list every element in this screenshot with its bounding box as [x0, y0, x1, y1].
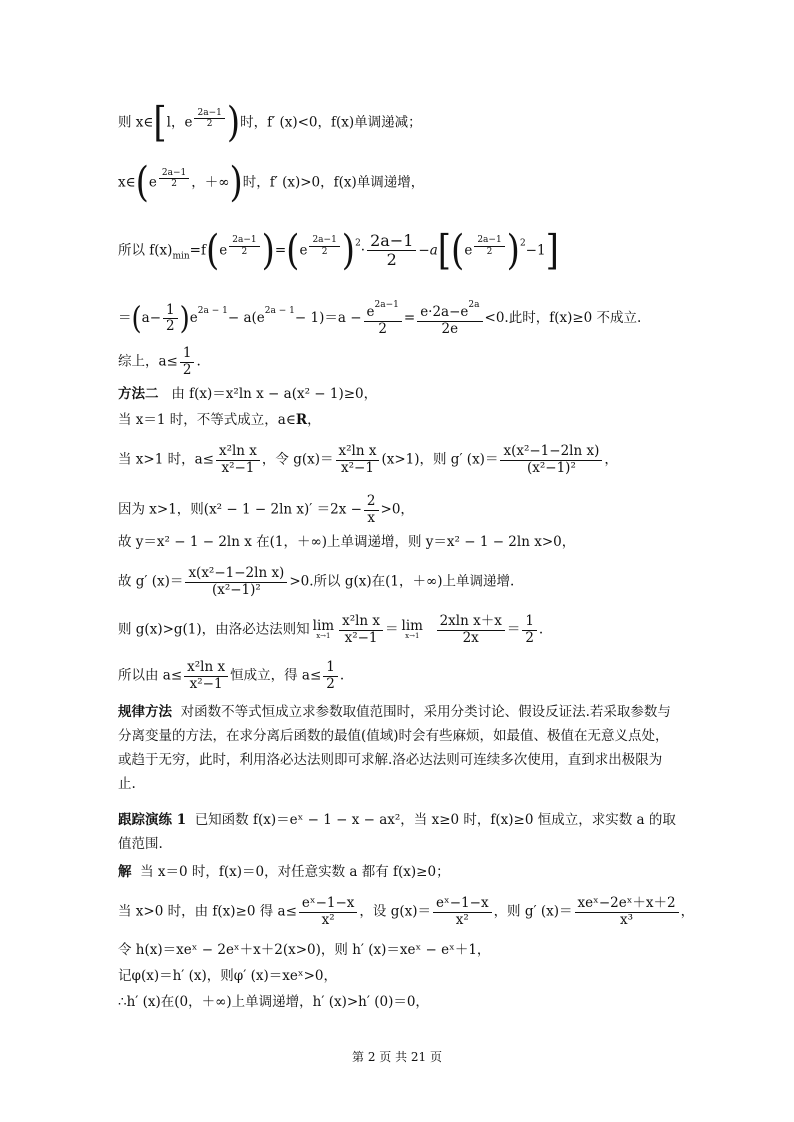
fraction	[323, 660, 338, 692]
num: 2a−1	[159, 168, 189, 179]
bracket: )	[506, 226, 520, 275]
num: 2a−1	[229, 235, 259, 246]
text: e	[219, 242, 228, 259]
fraction	[437, 614, 505, 646]
bracket: )	[229, 159, 243, 207]
num: 2a−1	[194, 108, 224, 119]
den: 2	[171, 178, 177, 189]
exercise-paragraph	[118, 808, 678, 856]
fraction	[185, 566, 287, 598]
den: x²	[455, 911, 469, 928]
num: eˣ−1−x	[299, 896, 358, 913]
line-7	[118, 410, 321, 430]
text: =	[403, 310, 416, 327]
text: ，令 g(x)＝	[261, 451, 334, 468]
text: e	[299, 242, 308, 259]
exponent	[229, 235, 259, 257]
den: x²−1	[344, 629, 378, 646]
fraction	[336, 444, 380, 476]
line-11	[118, 566, 514, 598]
line-2	[118, 159, 425, 207]
den: x²−1	[341, 459, 374, 476]
num: 2	[364, 494, 379, 511]
text: ，＋∞	[191, 174, 230, 191]
line-3	[118, 226, 559, 275]
num: 1	[323, 660, 338, 677]
exponent	[474, 235, 504, 257]
fraction	[367, 232, 416, 270]
text: −1	[525, 242, 546, 259]
text: e	[189, 310, 198, 327]
text: 恒成立，得 a≤	[230, 667, 322, 684]
fraction	[163, 303, 178, 335]
den: x²	[321, 911, 335, 928]
lim-sub: x→1	[405, 632, 420, 641]
text: ＝	[506, 621, 521, 638]
text: >0，	[380, 501, 414, 518]
line-1	[118, 99, 422, 147]
line-8	[118, 444, 618, 476]
superscript: 2a − 1	[264, 306, 295, 317]
text: e	[366, 304, 375, 320]
text: 故 y＝x² − 1 − 2ln x 在(1，＋∞)上单调递增，则 y＝x² − 1 − 2ln x>0，	[118, 534, 576, 550]
bracket: (	[451, 226, 465, 275]
den: 2e	[441, 320, 459, 337]
bracket: (	[135, 159, 149, 207]
section-heading: 解	[118, 864, 132, 880]
num: x²ln x	[336, 444, 380, 461]
exponent	[194, 108, 224, 130]
num	[417, 300, 482, 322]
lim: lim	[312, 617, 335, 634]
num	[364, 300, 402, 322]
num: 1	[522, 614, 537, 631]
fraction	[364, 494, 379, 526]
den: 2	[486, 246, 493, 257]
text: e	[464, 242, 473, 259]
limit	[401, 617, 423, 641]
text: R	[295, 412, 308, 428]
bracket: [	[153, 99, 167, 147]
method-paragraph	[118, 700, 678, 796]
text: ，则 g′ (x)＝	[493, 903, 573, 920]
num: x²ln x	[339, 614, 383, 631]
text: 已知函数 f(x)＝eˣ − 1 − x − ax²，当 x≥0 时，f(x)≥0 恒成立，求实数 a 的取值范围.	[118, 812, 676, 852]
text: 所以 f(x)	[118, 242, 173, 259]
fraction	[184, 660, 228, 692]
bracket: (	[286, 226, 300, 275]
text: 则 x∈	[118, 114, 154, 131]
section-heading: 规律方法	[118, 704, 172, 720]
den: 2	[182, 361, 192, 378]
den: x²−1	[221, 459, 255, 476]
lim-sub: x→1	[316, 632, 331, 641]
fraction	[216, 444, 260, 476]
line-14	[118, 862, 450, 882]
den: 2	[326, 675, 335, 692]
text: >0.所以 g(x)在(1，＋∞)上单调递增.	[289, 573, 515, 590]
line-13	[118, 660, 344, 692]
num: x(x²−1−2ln x)	[500, 444, 602, 461]
den: x³	[620, 911, 634, 928]
line-5	[118, 346, 201, 378]
text: (x>1)，则 g′ (x)＝	[381, 451, 499, 468]
fraction	[299, 896, 358, 928]
text: .	[339, 667, 345, 684]
fraction	[180, 346, 195, 378]
text: ，设 g(x)＝	[359, 903, 432, 920]
text: 则 g(x)>g(1)，由洛必达法则知	[118, 621, 310, 638]
den: 2	[166, 318, 175, 335]
bracket: (	[205, 226, 220, 275]
superscript: 2a−1	[374, 300, 399, 310]
text: 当 x＝0 时，f(x)＝0，对任意实数 a 都有 f(x)≥0；	[140, 864, 450, 880]
num: 1	[163, 303, 178, 320]
text: ·	[360, 242, 366, 259]
text: 由 f(x)＝x²ln x − a(x² − 1)≥0，	[171, 386, 378, 402]
bracket: [	[437, 226, 452, 275]
text: 因为 x>1，则(x² − 1 − 2ln x)′ ＝2x −	[118, 501, 362, 518]
num: 2xln x＋x	[437, 614, 505, 631]
text: 令 h(x)＝xeˣ − 2eˣ＋x＋2(x>0)，则 h′ (x)＝xeˣ − eˣ＋1，	[118, 942, 491, 958]
line-12	[118, 614, 543, 646]
text: l，e	[166, 114, 193, 131]
den: 2	[241, 246, 248, 257]
num: 2a−1	[309, 235, 339, 246]
text: 当 x＝1 时，不等式成立，a∈	[118, 412, 296, 428]
den: x²−1	[189, 675, 223, 692]
text: .	[538, 621, 544, 638]
num: 1	[180, 346, 195, 363]
line-18	[118, 992, 429, 1012]
num: x(x²−1−2ln x)	[185, 566, 287, 583]
limit	[312, 617, 335, 641]
text: .	[196, 353, 201, 370]
fraction	[500, 444, 602, 476]
den: 2	[386, 250, 397, 270]
text: ，	[307, 412, 321, 428]
fraction	[417, 300, 482, 337]
num: 2a−1	[474, 235, 504, 246]
text: − a(e	[227, 310, 265, 327]
line-15	[118, 896, 694, 928]
num: xeˣ−2eˣ＋x＋2	[575, 896, 679, 913]
text: e·2a−e	[420, 304, 469, 320]
den: (x²−1)²	[211, 581, 261, 598]
text: −a	[418, 242, 438, 259]
bracket: )	[226, 99, 241, 147]
text: 时，f′ (x)<0，f(x)单调递减；	[240, 114, 422, 131]
fraction	[575, 896, 679, 928]
text: 对函数不等式恒成立求参数取值范围时，采用分类讨论、假设反证法.若采取参数与分离变量的方法，在求分离后函数的最值(值域)时会有些麻烦，如最值、极值在无意义点处，或趋于无穷，此时，利用洛必达法则即可求解.洛必达法则可连续多次使用，直到求出极限为止.	[118, 704, 671, 792]
fraction	[364, 300, 402, 337]
text: ，	[604, 451, 618, 468]
bracket: (	[131, 300, 142, 337]
superscript: 2	[519, 238, 526, 249]
num: eˣ−1−x	[433, 896, 492, 913]
den: 2	[206, 118, 213, 129]
num: x²ln x	[216, 444, 260, 461]
text: a−	[141, 310, 162, 327]
fraction	[433, 896, 492, 928]
text: 综上，a≤	[118, 353, 178, 370]
text: e	[148, 174, 157, 191]
den: 2	[525, 629, 534, 646]
den: 2	[378, 320, 387, 337]
page-footer: 第 2 页 共 21 页	[352, 1050, 442, 1064]
superscript: 2	[355, 238, 361, 249]
exponent	[159, 168, 189, 190]
line-17	[118, 966, 337, 986]
den: 2	[321, 246, 328, 257]
bracket: )	[261, 226, 275, 275]
num: 2a−1	[367, 232, 416, 251]
den: 2x	[462, 629, 479, 646]
bracket: )	[341, 226, 356, 275]
line-9	[118, 494, 414, 526]
text: <0.此时，f(x)≥0 不成立.	[484, 310, 642, 327]
line-4: ＝(a− $\frac{1}{2}$ )$e^{2a - 1}- a(e^{2a - 1}- 1)=a$ − $\frac{e^{2a-1}}{2}$ = $\frac{e\cdot 2a-e^{2a}}{2e}$ <0.此时，f(x)≥0 不成立.	[118, 300, 642, 337]
text: 故 g′ (x)＝	[118, 573, 184, 590]
line-6	[118, 384, 377, 404]
fraction	[339, 614, 383, 646]
text: 时，f′ (x)>0，f(x)单调递增，	[242, 174, 425, 191]
text: 当 x>0 时，由 f(x)≥0 得 a≤	[118, 903, 297, 920]
text: − 1)＝a −	[294, 310, 362, 327]
section-heading: 方法二	[118, 386, 159, 402]
text: =	[274, 242, 287, 259]
line-10	[118, 532, 575, 552]
text: 记φ(x)＝h′ (x)，则φ′ (x)＝xeˣ>0，	[118, 968, 337, 984]
text: ，	[680, 903, 695, 920]
den: (x²−1)²	[526, 459, 576, 476]
lim: lim	[401, 617, 423, 634]
fraction	[522, 614, 537, 646]
num: x²ln x	[184, 660, 228, 677]
text: ＝	[385, 621, 399, 638]
bracket: ]	[545, 226, 559, 275]
superscript: 2a − 1	[197, 306, 228, 317]
exponent	[309, 235, 339, 257]
subscript: min	[172, 251, 190, 262]
text: 当 x>1 时，a≤	[118, 451, 214, 468]
text: ∴h′ (x)在(0，＋∞)上单调递增，h′ (x)>h′ (0)＝0，	[118, 994, 429, 1010]
text: 所以由 a≤	[118, 667, 183, 684]
section-heading: 跟踪演练 1	[118, 812, 187, 828]
text: =f	[189, 242, 206, 259]
text: x∈	[118, 174, 136, 191]
line-16	[118, 940, 490, 960]
den: x	[367, 509, 376, 526]
bracket: )	[179, 300, 190, 337]
superscript: 2a	[468, 300, 480, 310]
